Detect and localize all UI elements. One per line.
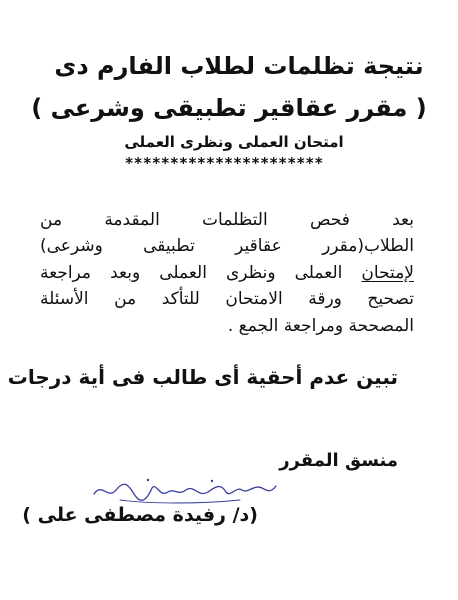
body-line-5: المصححة ومراجعة الجمع . <box>227 316 414 336</box>
result-statement: تبين عدم أحقية أى طالب فى أية درجات <box>7 365 398 389</box>
coordinator-title: منسق المقرر <box>279 450 398 471</box>
stars-divider: ********************** <box>124 154 324 172</box>
body-line-3-rest: العملى ونظرى العملى وبعد مراجعة <box>40 263 362 283</box>
body-line-1: بعد فحص التظلمات المقدمة من <box>40 210 414 230</box>
exam-type: امتحان العملى ونظرى العملى <box>124 133 344 151</box>
body-line-2: الطلاب(مقرر عقاقير تطبيقى وشرعى) <box>40 236 414 256</box>
body-line-3 <box>40 263 414 283</box>
document-title: نتيجة تظلمات لطلاب الفارم دى <box>54 52 424 80</box>
signer-name: (د/ رفيدة مصطفى على ) <box>22 504 258 526</box>
course-name: ( مقرر عقاقير تطبيقى وشرعى ) <box>31 94 427 122</box>
body-line-4: تصحيح ورقة الامتحان للتأكد من الأسئلة <box>40 289 414 309</box>
handwritten-signature <box>90 474 280 506</box>
body-underlined-word: لإمتحان <box>361 263 414 283</box>
